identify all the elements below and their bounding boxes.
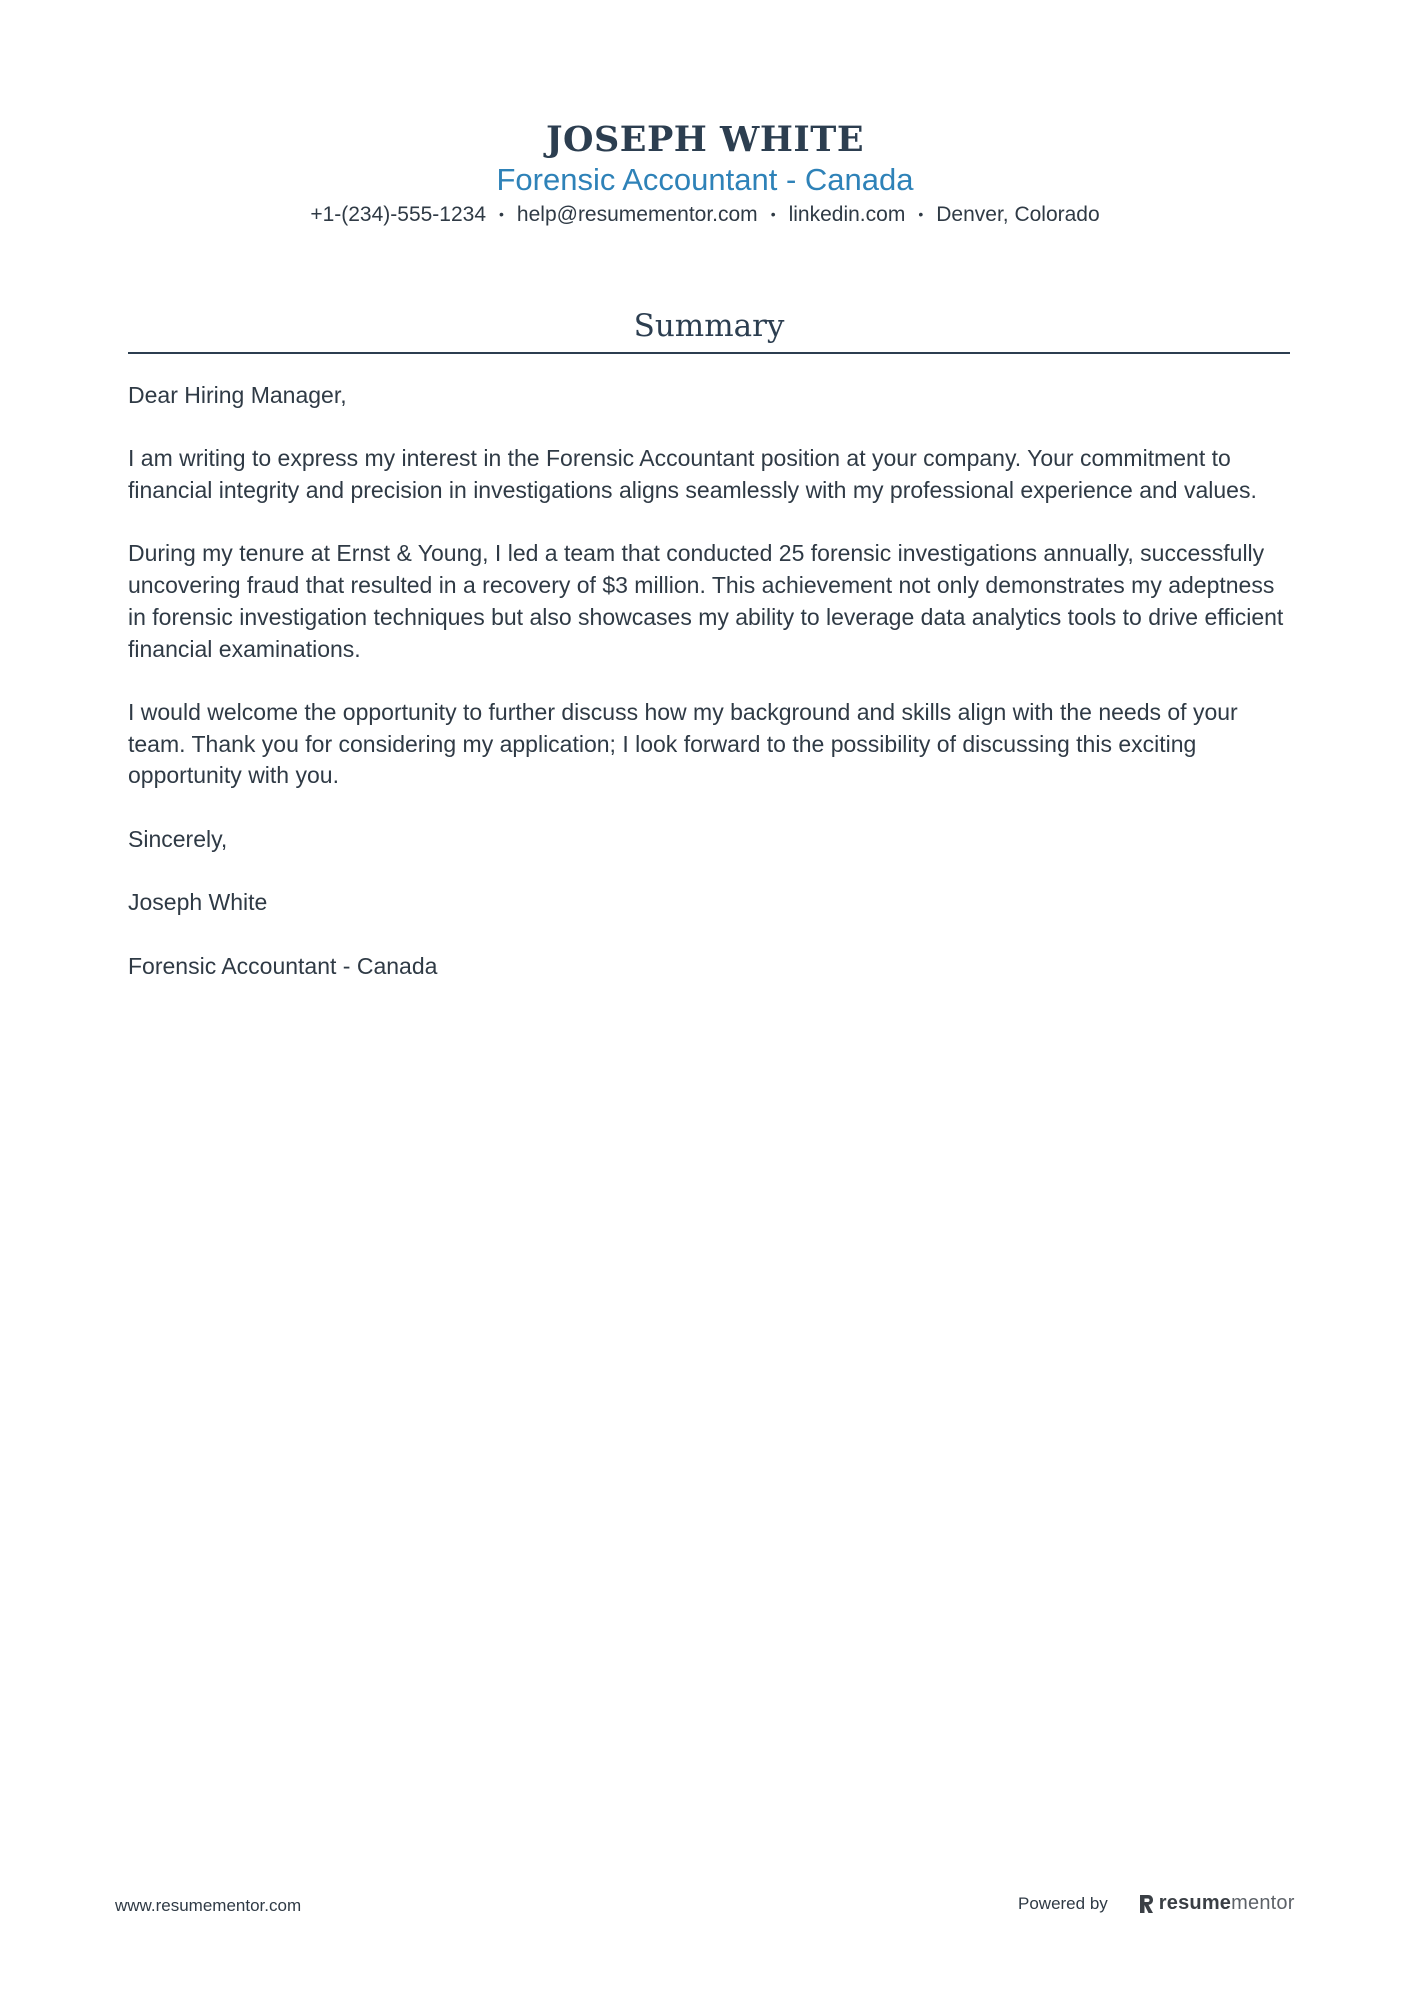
resumementor-logo[interactable] [1138,1892,1295,1915]
applicant-title: Forensic Accountant - Canada [496,162,914,197]
letter-paragraph: I would welcome the opportunity to further discuss how my background and skills align with the needs of your team. Thank you for considering my application; I look forward to the possibility of discussing this exciting opportunity with you. [128,698,1238,789]
section-title-summary: Summary [633,308,785,344]
footer-branding [1018,1892,1295,1915]
letter-closing: Sincerely, [128,825,228,852]
bullet-separator: • [918,206,924,222]
letter-paragraph: I am writing to express my interest in the Forensic Accountant position at your company. Your commitment to financial integrity and precision in investigations aligns seamlessly with my professional experience and values. [128,445,1257,504]
logo-wordmark [1159,1892,1295,1915]
contact-location: Denver, Colorado [936,203,1100,226]
letter-body [128,380,1290,1014]
section-divider [128,352,1290,354]
bullet-separator: • [770,206,776,222]
logo-word-light: mentor [1231,1892,1295,1914]
logo-word-bold: resume [1158,1892,1232,1914]
contact-linkedin[interactable]: linkedin.com [788,203,906,226]
contact-line [0,200,1410,229]
signature-title: Forensic Accountant - Canada [128,952,438,979]
contact-email[interactable]: help@resumementor.com [516,203,758,226]
letter-paragraph: During my tenure at Ernst & Young, I led a team that conducted 25 forensic investigations annually, successfully uncovering fraud that resulted in a recovery of $3 million. This achievement not only demonstrates my adeptness in forensic investigation techniques but also showcases my ability to leverage data analytics tools to drive efficient financial examinations. [128,540,1284,662]
bullet-separator: • [499,206,504,222]
signature-name: Joseph White [128,889,268,916]
contact-phone: +1-(234)-555-1234 [310,203,487,226]
resumementor-logo-icon [1138,1894,1154,1914]
letter-salutation: Dear Hiring Manager, [128,382,347,408]
powered-by-label: Powered by [1018,1893,1108,1913]
applicant-name: JOSEPH WHITE [545,119,865,160]
header [0,118,1410,229]
footer-website[interactable]: www.resumementor.com [115,1896,302,1915]
